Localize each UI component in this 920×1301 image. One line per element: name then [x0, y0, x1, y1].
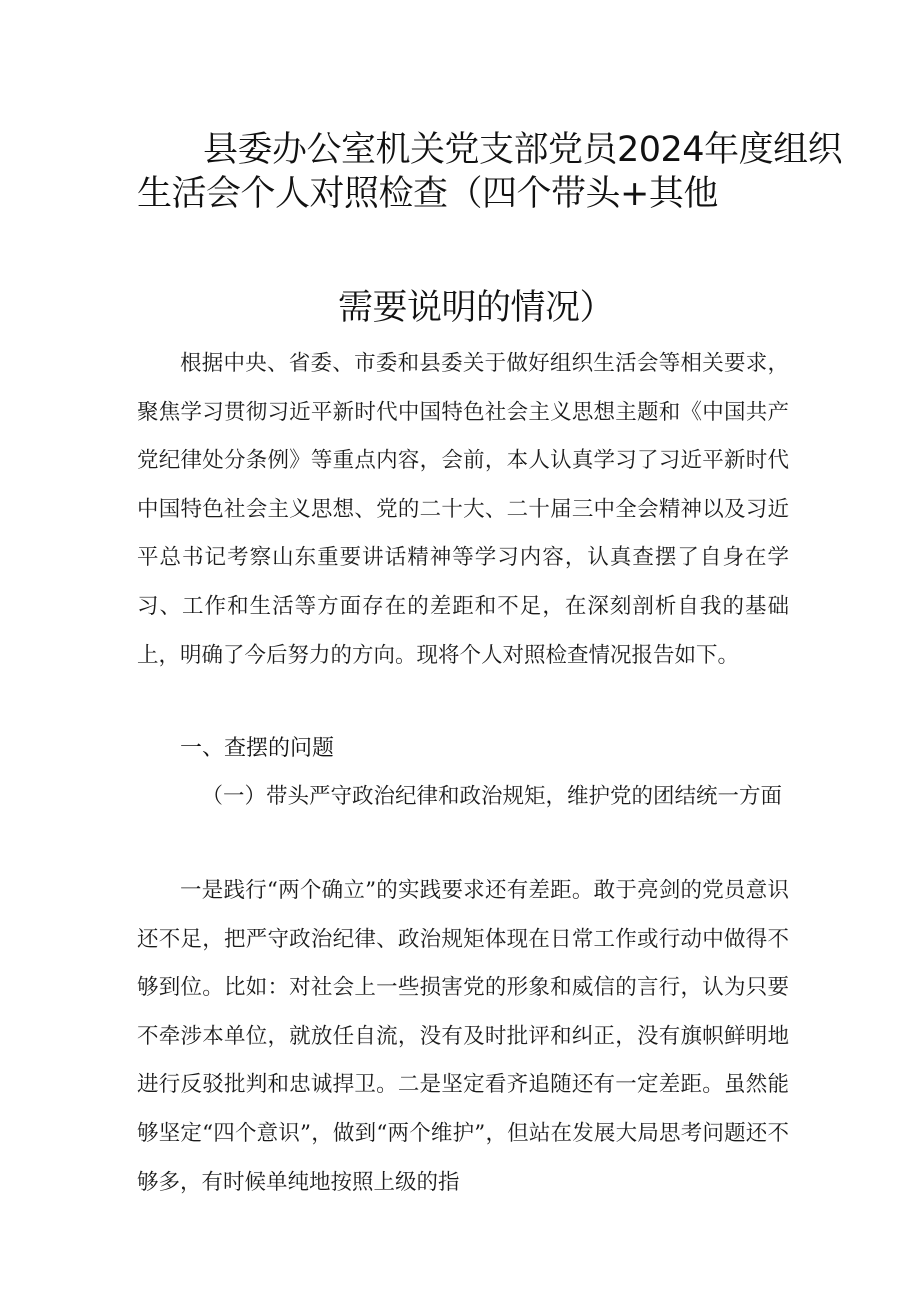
document-title-line-1: 县委办公室机关党支部党员2024年度组织	[203, 130, 843, 170]
intro-paragraph: 根据中央、省委、市委和县委关于做好组织生活会等相关要求，聚焦学习贯彻习近平新时代中国特色社会主义思想主题和《中国共产党纪律处分条例》等重点内容，会前，本人认真学习了习近平新时代中国特色社会主义思想、党的二十大、二十届三中全会精神以及习近平总书记考察山东重要讲话精神等学习内容，认真查摆了自身在学习、工作和生活等方面存在的差距和不足，在深刻剖析自我的基础上，明确了今后努力的方向。现将个人对照检查情况报告如下。	[137, 351, 789, 668]
document-title-line-2: 生活会个人对照检查（四个带头+其他	[137, 174, 718, 214]
subsection-heading-political-discipline: （一）带头严守政治纪律和政治规矩，维护党的团结统一方面	[201, 784, 783, 809]
section-heading-problems: 一、查摆的问题	[180, 736, 335, 761]
document-title-line-3: 需要说明的情况）	[338, 288, 615, 328]
body-paragraph-1: 一是践行“两个确立”的实践要求还有差距。敢于亮剑的党员意识还不足，把严守政治纪律、政治规矩体现在日常工作或行动中做得不够到位。比如：对社会上一些损害党的形象和威信的言行，认为只要不牵涉本单位，就放任自流，没有及时批评和纠正，没有旗帜鲜明地进行反驳批判和忠诚捍卫。二是坚定看齐追随还有一定差距。虽然能够坚定“四个意识”，做到“两个维护”，但站在发展大局思考问题还不够多，有时候单纯地按照上级的指	[137, 878, 789, 1195]
